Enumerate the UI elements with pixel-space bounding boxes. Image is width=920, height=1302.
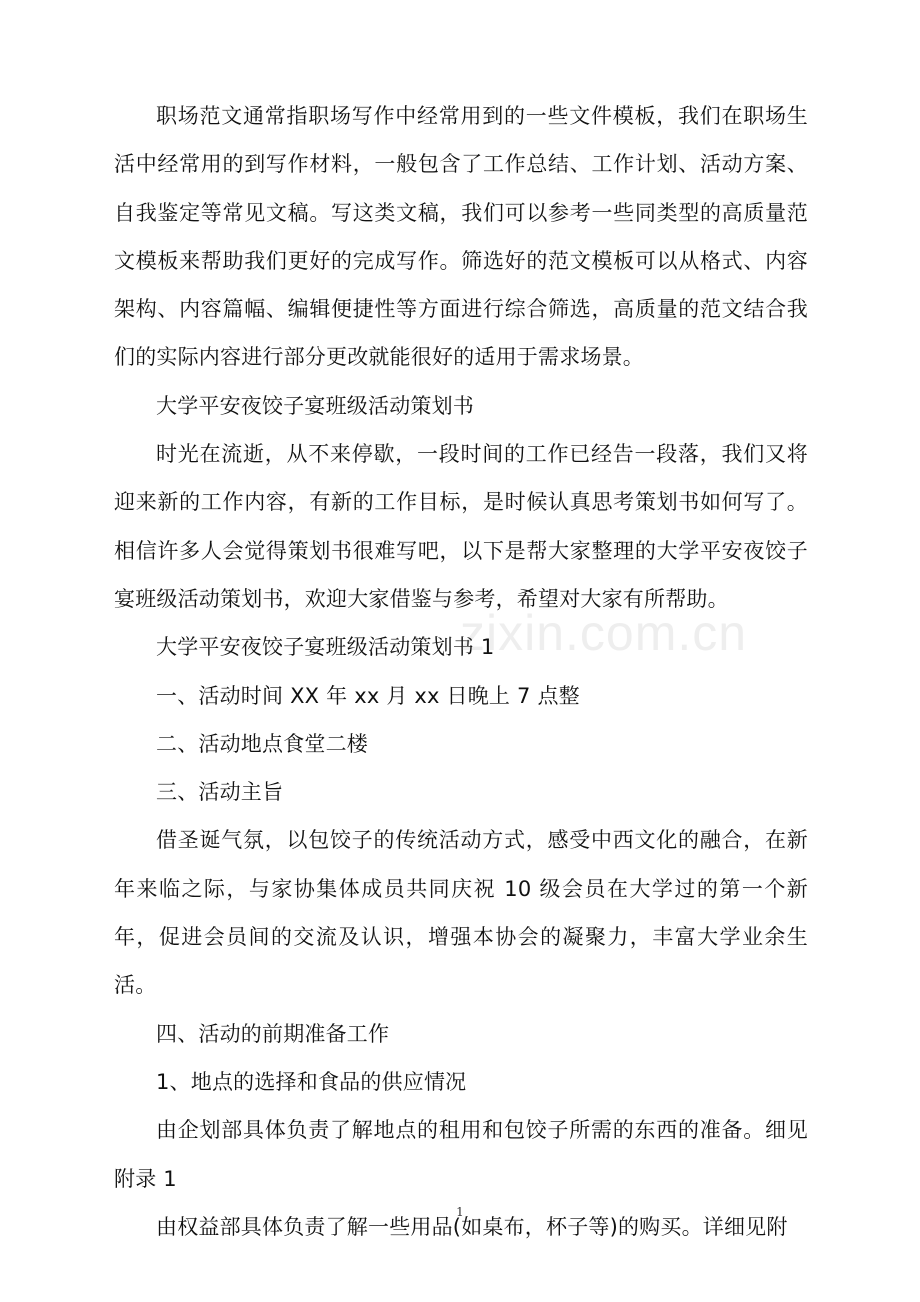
- paragraph-planning-dept: 由企划部具体负责了解地点的租用和包饺子所需的东西的准备。细见附录 1: [114, 1118, 808, 1191]
- subitem-location-food: 1、地点的选择和食品的供应情况: [156, 1069, 467, 1094]
- watermark: zixin.com.cn: [460, 605, 748, 661]
- page-number: 1: [456, 1205, 464, 1219]
- item-activity-purpose-heading: 三、活动主旨: [156, 780, 284, 805]
- item-preparation-heading: 四、活动的前期准备工作: [156, 1021, 390, 1046]
- item-activity-location: 二、活动地点食堂二楼: [156, 731, 368, 756]
- document-body: [114, 92, 808, 1251]
- paragraph-preface: 时光在流逝，从不来停歇，一段时间的工作已经告一段落，我们又将迎来新的工作内容，有新的工作目标，是时候认真思考策划书如何写了。相信许多人会觉得策划书很难写吧，以下是帮大家整理的大学平安夜饺子宴班级活动策划书，欢迎大家借鉴与参考，希望对大家有所帮助。: [114, 442, 808, 611]
- paragraph-intro: 职场范文通常指职场写作中经常用到的一些文件模板，我们在职场生活中经常用的到写作材料，一般包含了工作总结、工作计划、活动方案、自我鉴定等常见文稿。写这类文稿，我们可以参考一些同类型的高质量范文模板来帮助我们更好的完成写作。筛选好的范文模板可以从格式、内容架构、内容篇幅、编辑便捷性等方面进行综合筛选，高质量的范文结合我们的实际内容进行部分更改就能很好的适用于需求场景。: [114, 104, 808, 370]
- section-title: 大学平安夜饺子宴班级活动策划书 1: [156, 635, 495, 660]
- item-activity-time: 一、活动时间 XX 年 xx 月 xx 日晚上 7 点整: [156, 683, 580, 708]
- paragraph-rights-dept: 由权益部具体负责了解一些用品(如桌布，杯子等)的购买。详细见附: [156, 1214, 788, 1239]
- document-title: 大学平安夜饺子宴班级活动策划书: [156, 393, 474, 418]
- paragraph-purpose: 借圣诞气氛，以包饺子的传统活动方式，感受中西文化的融合，在新年来临之际，与家协集体成员共同庆祝 10 级会员在大学过的第一个新年，促进会员间的交流及认识，增强本协会的凝聚力，丰富大学业余生活。: [114, 828, 808, 998]
